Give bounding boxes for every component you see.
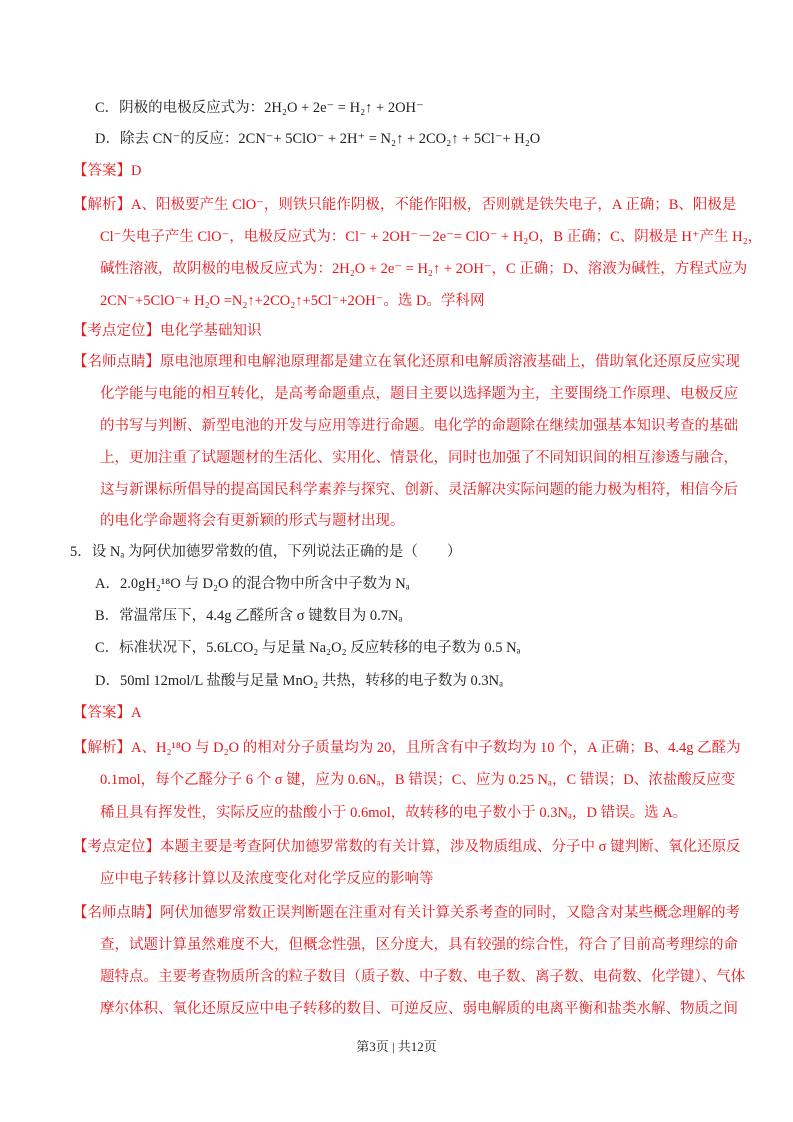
q5-tips-line: 题特点。主要考查物质所含的粒子数目（质子数、中子数、电子数、离子数、电荷数、化学键）、气体 — [100, 969, 746, 985]
q4-analysis-line: Cl⁻失电子产生 ClO⁻，电极反应式为：Cl⁻ + 2OH⁻－2e⁻= ClO⁻ + H₂O，B 正确；C、阴极是 H⁺产生 H₂， — [100, 229, 763, 245]
q4-option-d: D．除去 CN⁻的反应：2CN⁻+ 5ClO⁻ + 2H⁺ = N₂↑ + 2CO₂↑ + 5Cl⁻+ H₂O — [95, 131, 541, 147]
q5-stem: 5．设 Nₐ 为阿伏加德罗常数的值，下列说法正确的是（ ） — [70, 544, 462, 560]
q4-analysis-line: 2CN⁻+5ClO⁻+ H₂O =N₂↑+2CO₂↑+5Cl⁻+2OH⁻。选 D。学科网 — [100, 293, 485, 309]
q5-option-c: C．标准状况下，5.6LCO₂ 与足量 Na₂O₂ 反应转移的电子数为 0.5 Nₐ — [95, 640, 521, 656]
q5-analysis-line: 稀且具有挥发性，实际反应的盐酸小于 0.6mol，故转移的电子数小于 0.3Nₐ，D 错误。选 A。 — [100, 805, 688, 821]
q5-option-a: A．2.0gH₂¹⁸O 与 D₂O 的混合物中所含中子数为 Nₐ — [95, 576, 410, 592]
q4-tips-line: 化学能与电能的相互转化，是高考命题重点，题目主要以选择题为主，主要围绕工作原理、电极反应 — [100, 386, 738, 402]
q5-analysis-line: 0.1mol，每个乙醛分子 6 个 σ 键，应为 0.6Nₐ，B 错误；C、应为 0.25 Nₐ，C 错误；D、浓盐酸反应变 — [100, 772, 736, 788]
q5-tips-line: 查，试题计算虽然难度不大，但概念性强，区分度大，具有较强的综合性，符合了目前高考理综的命 — [100, 937, 738, 953]
q4-tips-line: 这与新课标所倡导的提高国民科学素养与探究、创新、灵活解决实际问题的能力极为相符，相信今后 — [100, 482, 738, 498]
q4-option-c: C．阴极的电极反应式为：2H₂O + 2e⁻ = H₂↑ + 2OH⁻ — [95, 100, 424, 116]
q5-tips-line: 【名师点睛】阿伏加德罗常数正误判断题在注重对有关计算关系考查的同时，又隐含对某些概念理解的考 — [73, 905, 740, 921]
q4-tips-line: 【名师点睛】原电池原理和电解池原理都是建立在氧化还原和电解质溶液基础上，借助氧化还原反应实现 — [73, 354, 740, 370]
q4-answer: 【答案】D — [73, 163, 142, 179]
q5-option-b: B．常温常压下，4.4g 乙醛所含 σ 键数目为 0.7Nₐ — [95, 608, 403, 624]
q5-option-d: D．50ml 12mol/L 盐酸与足量 MnO₂ 共热，转移的电子数为 0.3Nₐ — [95, 673, 504, 689]
q4-analysis-line: 碱性溶液，故阴极的电极反应式为：2H₂O + 2e⁻ = H₂↑ + 2OH⁻，C 正确；D、溶液为碱性，方程式应为 — [100, 261, 748, 277]
page-footer: 第3页 | 共12页 — [356, 1039, 437, 1054]
q4-tips-line: 上，更加注重了试题题材的生活化、实用化、情景化，同时也加强了不同知识间的相互渗透与融合， — [100, 450, 738, 466]
q5-answer: 【答案】A — [73, 705, 142, 721]
q5-analysis-line: 【解析】A、H₂¹⁸O 与 D₂O 的相对分子质量均为 20，且所含有中子数均为 10 个，A 正确；B、4.4g 乙醛为 — [73, 740, 741, 756]
q4-key-point: 【考点定位】电化学基础知识 — [73, 323, 262, 339]
q5-key-point-line: 【考点定位】本题主要是考查阿伏加德罗常数的有关计算，涉及物质组成、分子中 σ 键判断、氧化还原反 — [73, 839, 741, 855]
q4-tips-line: 的电化学命题将会有更新颖的形式与题材出现。 — [100, 513, 405, 529]
q5-tips-line: 摩尔体积、氧化还原反应中电子转移的数目、可逆反应、弱电解质的电离平衡和盐类水解、物质之间 — [100, 1001, 738, 1017]
q4-analysis-line: 【解析】A、阳极要产生 ClO⁻，则铁只能作阴极，不能作阳极，否则就是铁失电子，A 正确；B、阳极是 — [73, 197, 737, 213]
q4-tips-line: 的书写与判断、新型电池的开发与应用等进行命题。电化学的命题除在继续加强基本知识考查的基础 — [100, 418, 738, 434]
q5-key-point-line: 应中电子转移计算以及浓度变化对化学反应的影响等 — [100, 871, 434, 887]
